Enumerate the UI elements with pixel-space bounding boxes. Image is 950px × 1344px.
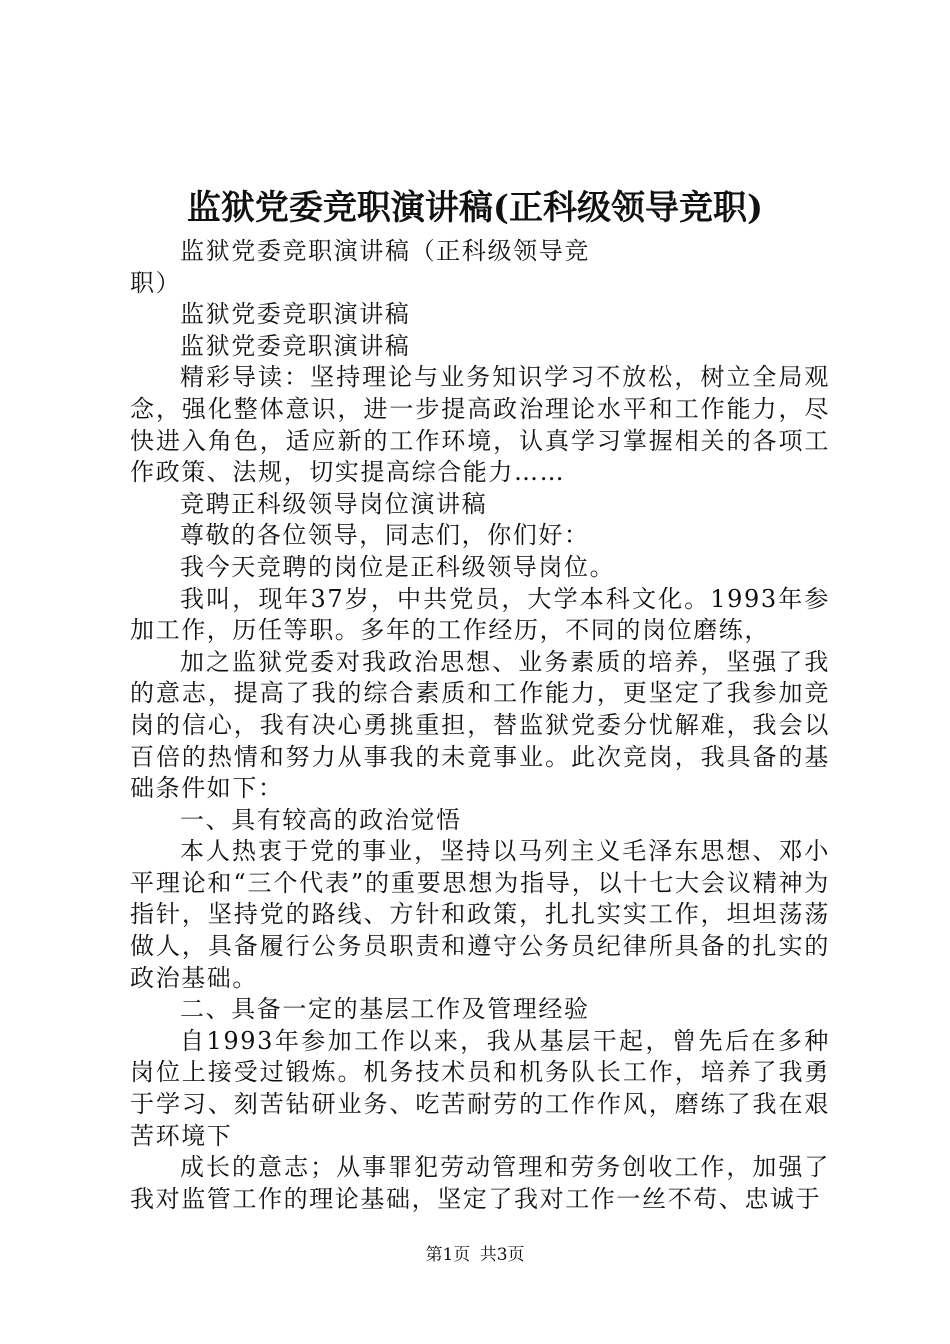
greeting-paragraph: 尊敬的各位领导，同志们，你们好：	[180, 521, 590, 550]
document-title: 监狱党委竞职演讲稿(正科级领导竞职)	[186, 188, 764, 228]
page-total: 共3页	[479, 1245, 525, 1265]
subtitle-paragraph: 监狱党委竞职演讲稿（正科级领导竞职）	[130, 237, 590, 297]
paragraph: 我今天竞聘的岗位是正科级领导岗位。	[180, 552, 616, 581]
paragraph: 本人热衷于党的事业，坚持以马列主义毛泽东思想、邓小平理论和“三个代表”的重要思想为指导，以十七大会议精神为指针，坚持党的路线、方针和政策，扎扎实实工作，坦坦荡荡做人，具备履行公务员职责和遵守公务员纪律所具备的扎实的政治基础。	[130, 837, 830, 992]
paragraph: 竞聘正科级领导岗位演讲稿	[180, 489, 488, 518]
page-footer	[0, 1244, 950, 1266]
paragraph: 我叫，现年37岁，中共党员，大学本科文化。1993年参加工作，历任等职。多年的工作经历，不同的岗位磨练，	[130, 584, 830, 645]
paragraph: 自1993年参加工作以来，我从基层干起，曾先后在多种岗位上接受过锻炼。机务技术员和机务队长工作，培养了我勇于学习、刻苦钻研业务、吃苦耐劳的工作作风，磨练了我在艰苦环境下	[130, 1026, 830, 1150]
paragraph: 监狱党委竞职演讲稿	[180, 300, 411, 329]
page-number: 第1页	[425, 1245, 471, 1265]
document-body	[130, 236, 830, 1215]
paragraph: 加之监狱党委对我政治思想、业务素质的培养，坚强了我的意志，提高了我的综合素质和工作能力，更坚定了我参加竞岗的信心，我有决心勇挑重担，替监狱党委分忧解难，我会以百倍的热情和努力从事我的未竟事业。此次竞岗，我具备的基础条件如下：	[130, 647, 830, 803]
paragraph: 成长的意志；从事罪犯劳动管理和劳务创收工作，加强了我对监管工作的理论基础，坚定了我对工作一丝不苟、忠诚于	[130, 1153, 830, 1213]
paragraph: 监狱党委竞职演讲稿	[180, 331, 411, 360]
section-heading: 二、具备一定的基层工作及管理经验	[180, 995, 590, 1024]
intro-paragraph: 精彩导读：坚持理论与业务知识学习不放松，树立全局观念，强化整体意识，进一步提高政治理论水平和工作能力，尽快进入角色，适应新的工作环境，认真学习掌握相关的各项工作政策、法规，切实提高综合能力……	[130, 363, 830, 487]
section-heading: 一、具有较高的政治觉悟	[180, 805, 462, 834]
